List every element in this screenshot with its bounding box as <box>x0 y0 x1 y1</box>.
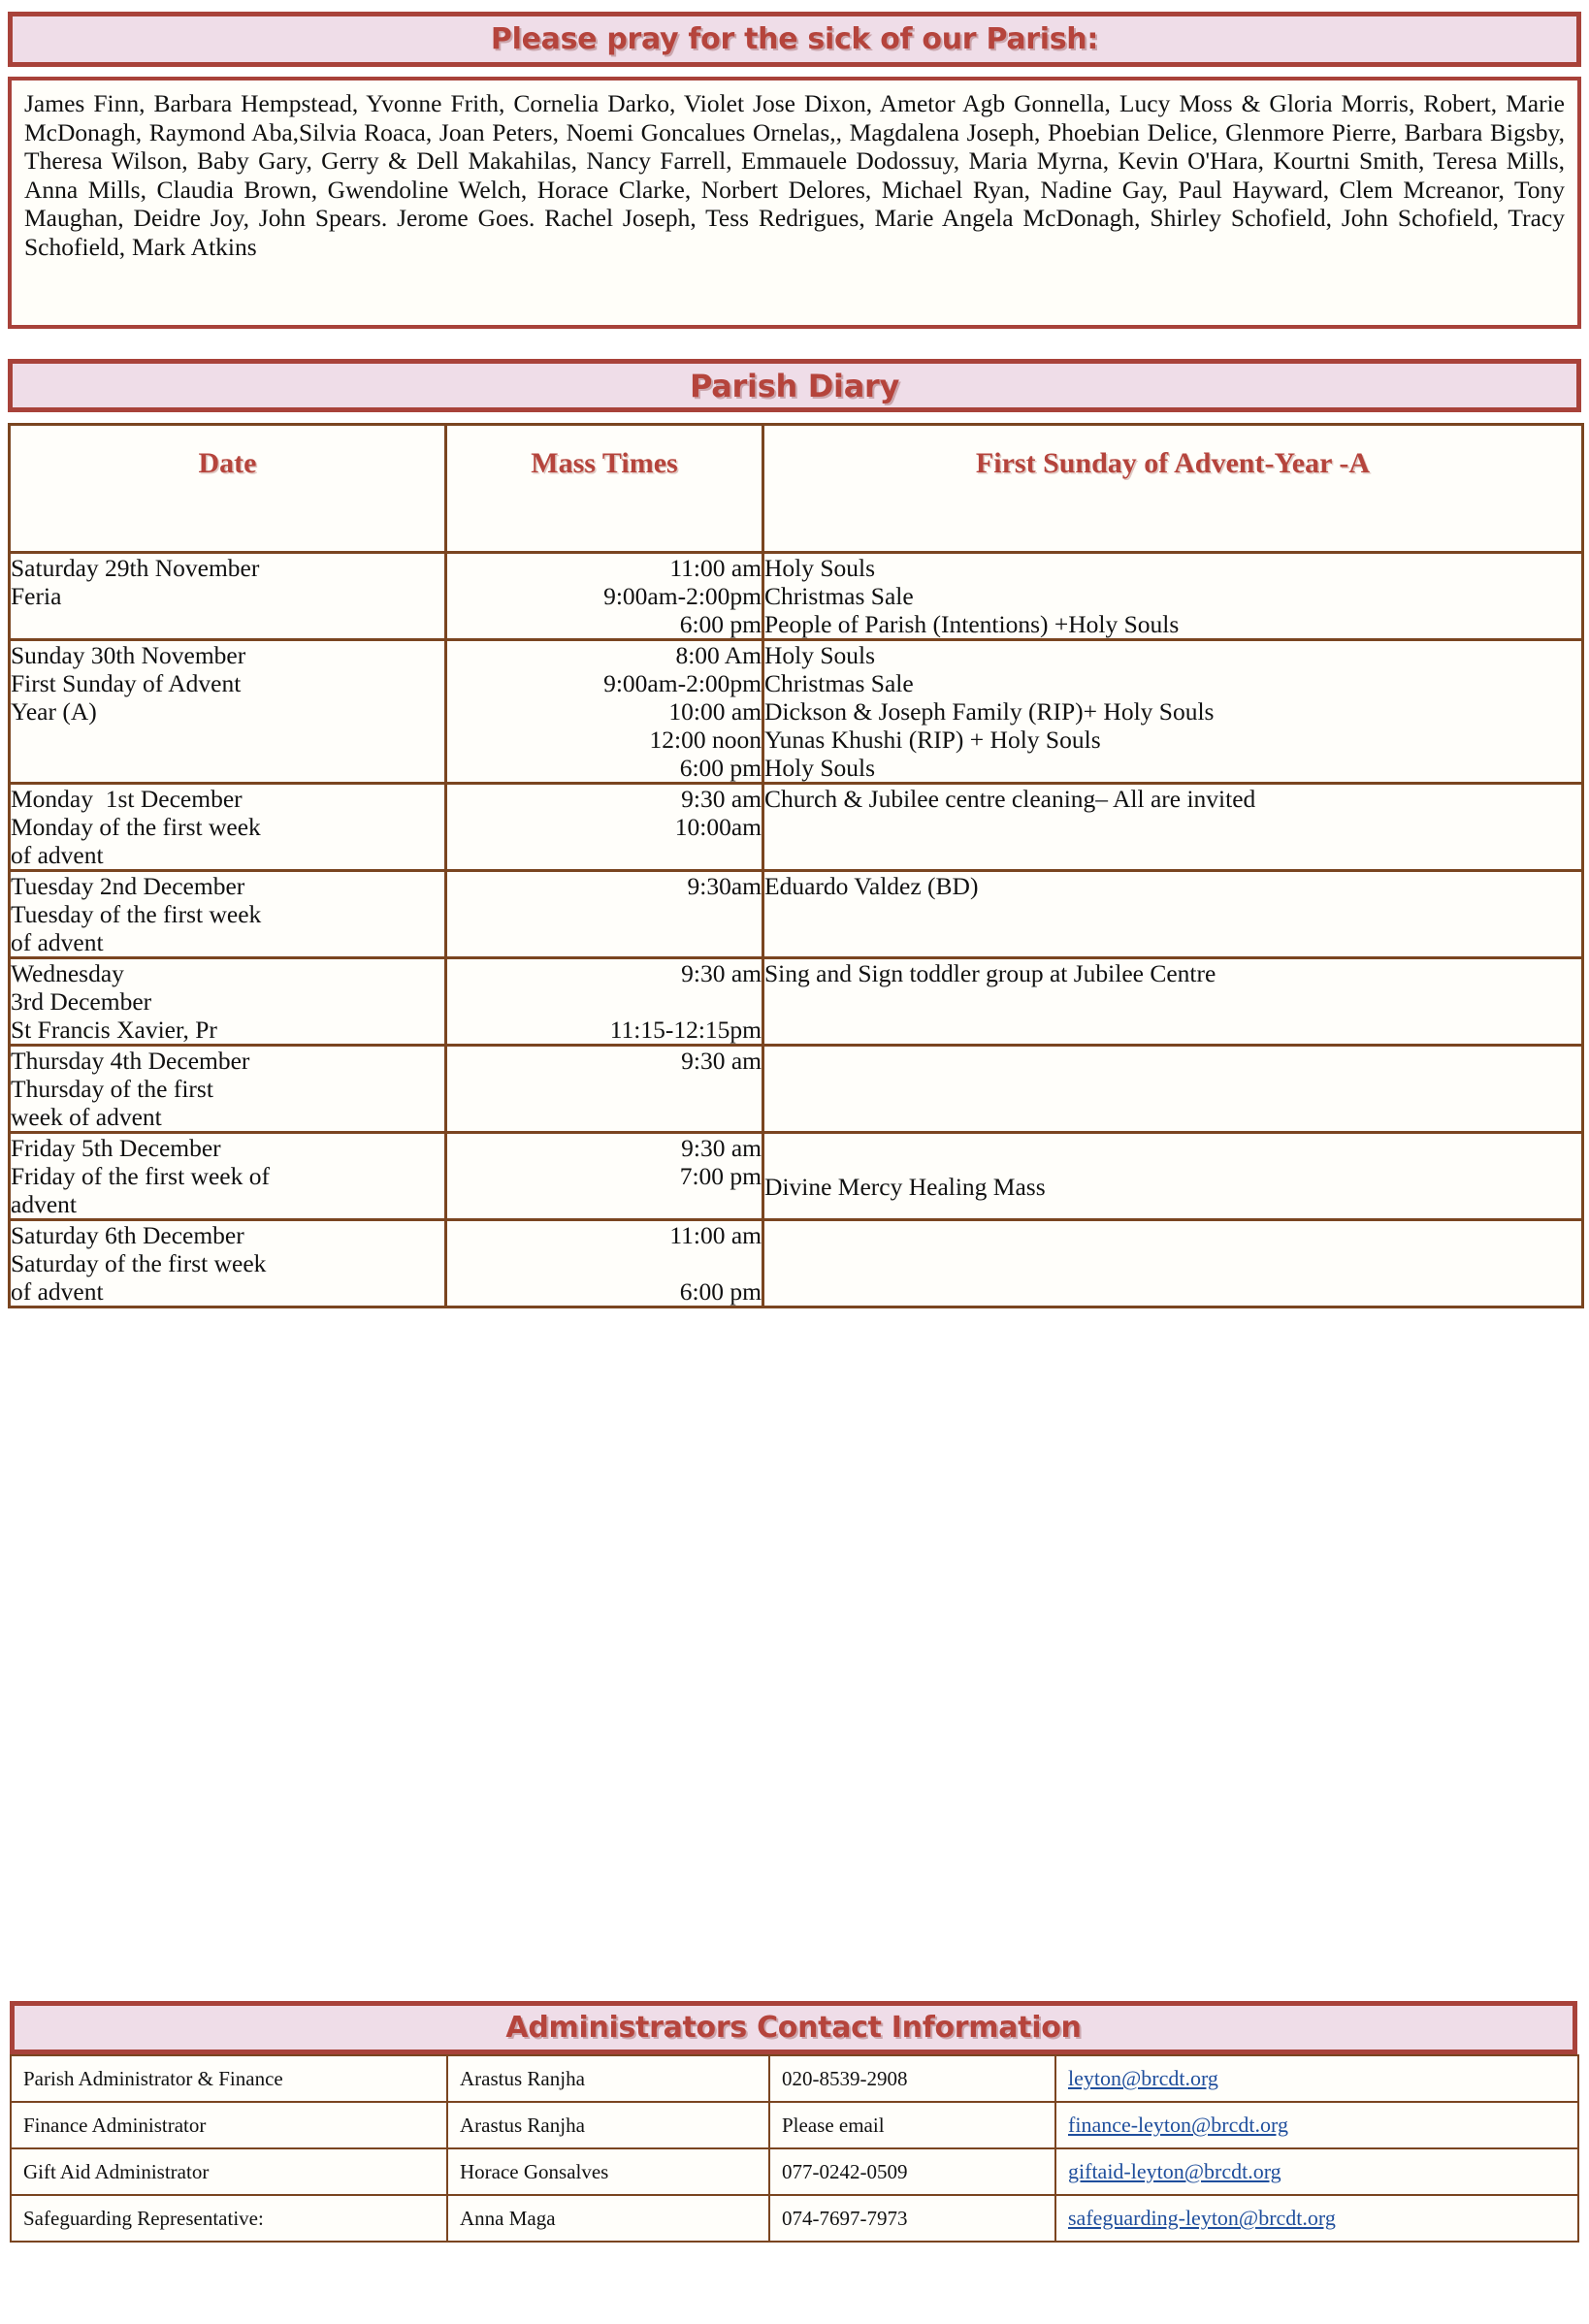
table-row <box>10 1046 1583 1133</box>
cell-line: Friday 5th December <box>11 1134 221 1162</box>
diary-cell-date <box>10 871 446 958</box>
parish-diary-banner <box>8 359 1581 412</box>
parish-diary-table <box>8 423 1584 1308</box>
cell-line: 9:30 am <box>681 785 762 813</box>
diary-cell-date <box>10 553 446 640</box>
cell-line: 3rd December <box>11 987 152 1016</box>
cell-line: 10:00am <box>674 813 762 841</box>
contact-email-link[interactable]: finance-leyton@brcdt.org <box>1068 2113 1288 2137</box>
contact-name: Arastus Ranjha <box>447 2102 769 2148</box>
table-row <box>10 871 1583 958</box>
cell-line: Monday 1st December <box>11 785 243 813</box>
contact-role: Safeguarding Representative: <box>11 2195 447 2242</box>
contact-name: Arastus Ranjha <box>447 2055 769 2102</box>
table-row <box>10 1133 1583 1220</box>
cell-line: of advent <box>11 1277 104 1306</box>
contact-role: Gift Aid Administrator <box>11 2148 447 2195</box>
diary-cell-date <box>10 640 446 784</box>
contact-email-link[interactable]: giftaid-leyton@brcdt.org <box>1068 2159 1281 2183</box>
cell-line: Sing and Sign toddler group at Jubilee Centre <box>764 959 1216 987</box>
contact-email-cell <box>1055 2102 1578 2148</box>
cell-line: Year (A) <box>11 697 97 726</box>
admin-contacts-banner <box>10 2001 1577 2054</box>
diary-cell-times <box>446 871 763 958</box>
cell-line: Holy Souls <box>764 554 876 582</box>
contact-role: Finance Administrator <box>11 2102 447 2148</box>
contact-name: Anna Maga <box>447 2195 769 2242</box>
cell-line: Feria <box>11 582 62 610</box>
admin-contacts-table <box>10 2054 1579 2243</box>
cell-line <box>764 1047 1581 1075</box>
cell-line: week of advent <box>11 1103 162 1131</box>
diary-cell-info <box>763 1220 1583 1307</box>
contact-phone: 074-7697-7973 <box>769 2195 1055 2242</box>
table-row <box>10 784 1583 871</box>
cell-line: 9:30am <box>687 872 762 900</box>
contact-phone: Please email <box>769 2102 1055 2148</box>
diary-cell-times <box>446 1133 763 1220</box>
cell-line: 12:00 noon <box>649 726 762 754</box>
cell-line: First Sunday of Advent <box>11 669 242 697</box>
admin-contacts-section <box>10 2001 1577 2243</box>
cell-line: Holy Souls <box>764 754 876 782</box>
cell-line: Saturday of the first week <box>11 1249 267 1277</box>
table-row <box>10 1220 1583 1307</box>
cell-line: Thursday of the first <box>11 1075 213 1103</box>
pray-for-sick-banner <box>8 12 1581 67</box>
admin-contacts-title: Administrators Contact Information <box>505 2011 1082 2045</box>
cell-line: of advent <box>11 841 104 869</box>
diary-body <box>10 553 1583 1307</box>
diary-cell-times <box>446 958 763 1046</box>
diary-cell-info <box>763 553 1583 640</box>
table-row <box>11 2195 1578 2242</box>
diary-cell-info <box>763 1046 1583 1133</box>
cell-line: Tuesday 2nd December <box>11 872 245 900</box>
pray-for-sick-title: Please pray for the sick of our Parish: <box>490 21 1099 56</box>
cell-line: 10:00 am <box>668 697 762 726</box>
contact-role: Parish Administrator & Finance <box>11 2055 447 2102</box>
table-row <box>11 2055 1578 2102</box>
diary-cell-times <box>446 784 763 871</box>
cell-line: advent <box>11 1190 77 1218</box>
cell-line <box>447 987 762 1016</box>
diary-cell-times <box>446 640 763 784</box>
cell-line <box>764 1221 1581 1249</box>
cell-line: People of Parish (Intentions) +Holy Souls <box>764 610 1180 638</box>
contact-email-cell <box>1055 2195 1578 2242</box>
cell-line: Saturday 29th November <box>11 554 260 582</box>
diary-cell-date <box>10 784 446 871</box>
cell-line: Dickson & Joseph Family (RIP)+ Holy Souls <box>764 697 1215 726</box>
cell-line: Church & Jubilee centre cleaning– All are invited <box>764 785 1256 813</box>
table-row <box>11 2148 1578 2195</box>
cell-line: 9:30 am <box>681 959 762 987</box>
cell-line: Tuesday of the first week <box>11 900 262 928</box>
contact-email-cell <box>1055 2148 1578 2195</box>
contact-phone: 077-0242-0509 <box>769 2148 1055 2195</box>
cell-line: 9:30 am <box>681 1134 762 1162</box>
cell-line: Saturday 6th December <box>11 1221 244 1249</box>
diary-cell-info <box>763 1133 1583 1220</box>
diary-cell-times <box>446 1220 763 1307</box>
cell-line: Eduardo Valdez (BD) <box>764 872 979 900</box>
cell-line: Thursday 4th December <box>11 1047 250 1075</box>
table-row <box>10 640 1583 784</box>
table-row <box>10 553 1583 640</box>
diary-header-mass-times: Mass Times <box>446 425 763 553</box>
contact-email-cell <box>1055 2055 1578 2102</box>
contact-name: Horace Gonsalves <box>447 2148 769 2195</box>
diary-cell-times <box>446 553 763 640</box>
cell-line: 11:00 am <box>669 1221 762 1249</box>
cell-line: Friday of the first week of <box>11 1162 270 1190</box>
cell-line: 7:00 pm <box>679 1162 762 1190</box>
cell-line: Sunday 30th November <box>11 641 246 669</box>
cell-line: 8:00 Am <box>675 641 762 669</box>
cell-line: Yunas Khushi (RIP) + Holy Souls <box>764 726 1101 754</box>
contact-email-link[interactable]: leyton@brcdt.org <box>1068 2066 1218 2090</box>
diary-cell-info <box>763 640 1583 784</box>
cell-line: 6:00 pm <box>679 754 762 782</box>
diary-cell-date <box>10 958 446 1046</box>
cell-line: Divine Mercy Healing Mass <box>764 1173 1046 1201</box>
cell-line: 9:00am-2:00pm <box>603 582 762 610</box>
diary-cell-date <box>10 1133 446 1220</box>
diary-header-intentions: First Sunday of Advent-Year -A <box>763 425 1583 553</box>
diary-header-date: Date <box>10 425 446 553</box>
diary-cell-date <box>10 1220 446 1307</box>
parish-diary-title: Parish Diary <box>689 367 900 404</box>
cell-line: 11:00 am <box>669 554 762 582</box>
sick-names-list: James Finn, Barbara Hempstead, Yvonne Frith, Cornelia Darko, Violet Jose Dixon, Ametor Agb Gonnella, Lucy Moss & Gloria Morris, Robert, Marie McDonagh, Raymond Aba,Silvia Roaca, Joan Peters, Noemi Goncalues Ornelas,, Magdalena Joseph, Phoebian Delice, Glenmore Pierre, Barbara Bigsby, Theresa Wilson, Baby Gary, Gerry & Dell Makahilas, Nancy Farrell, Emmauele Dodossuy, Maria Myrna, Kevin O'Hara, Kourtni Smith, Teresa Mills, Anna Mills, Claudia Brown, Gwendoline Welch, Horace Clarke, Norbert Delores, Michael Ryan, Nadine Gay, Paul Hayward, Clem Mcreanor, Tony Maughan, Deidre Joy, John Spears. Jerome Goes. Rachel Joseph, Tess Redrigues, Marie Angela McDonagh, Shirley Schofield, John Schofield, Tracy Schofield, Mark Atkins <box>24 89 1565 261</box>
cell-line: 11:15-12:15pm <box>609 1016 762 1044</box>
cell-line: of advent <box>11 928 104 956</box>
contact-phone: 020-8539-2908 <box>769 2055 1055 2102</box>
sick-names-box <box>8 77 1581 329</box>
cell-line <box>447 1249 762 1277</box>
table-row <box>10 958 1583 1046</box>
cell-line: Christmas Sale <box>764 582 914 610</box>
diary-cell-info <box>763 784 1583 871</box>
cell-line: 6:00 pm <box>679 1277 762 1306</box>
diary-cell-info <box>763 871 1583 958</box>
cell-line: Monday of the first week <box>11 813 261 841</box>
diary-cell-times <box>446 1046 763 1133</box>
cell-line: 6:00 pm <box>679 610 762 638</box>
cell-line: 9:30 am <box>681 1047 762 1075</box>
diary-cell-date <box>10 1046 446 1133</box>
cell-line: Christmas Sale <box>764 669 914 697</box>
cell-line: Wednesday <box>11 959 124 987</box>
cell-line: St Francis Xavier, Pr <box>11 1016 217 1044</box>
contact-email-link[interactable]: safeguarding-leyton@brcdt.org <box>1068 2206 1336 2230</box>
cell-line: Holy Souls <box>764 641 876 669</box>
table-row <box>11 2102 1578 2148</box>
cell-line: 9:00am-2:00pm <box>603 669 762 697</box>
diary-cell-info <box>763 958 1583 1046</box>
diary-header-row <box>10 425 1583 553</box>
